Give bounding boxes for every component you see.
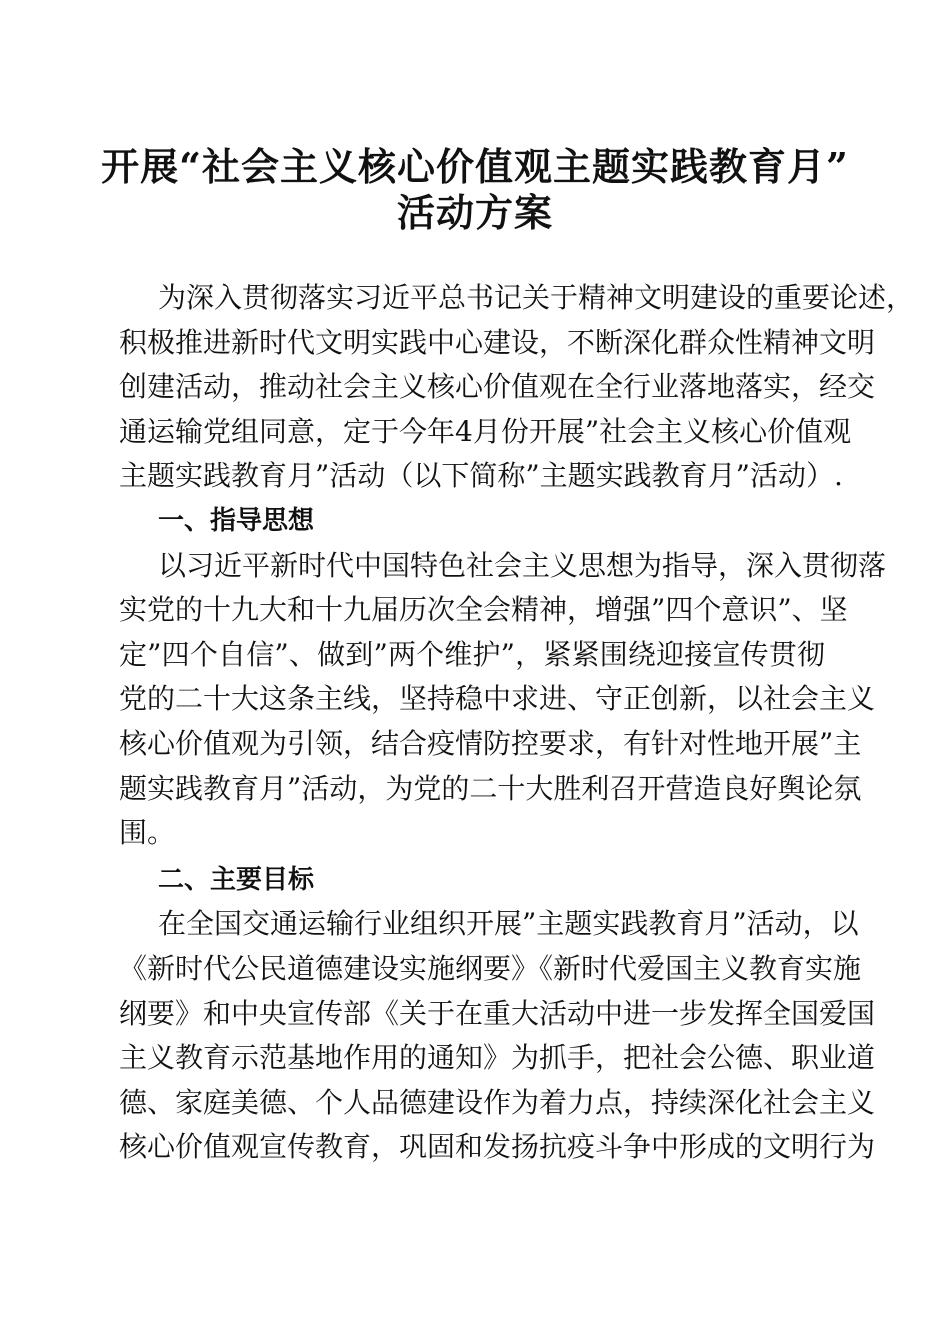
text-line: 以习近平新时代中国特色社会主义思想为指导，深入贯彻落 [158, 548, 887, 582]
text-line: 核心价值观为引领，结合疫情防控要求，有针对性地开展”主 [119, 726, 862, 760]
intro-paragraph [119, 276, 915, 499]
text-line: 党的二十大这条主线，坚持稳中求进、守正创新，以社会主义 [119, 682, 876, 716]
text-line: 定”四个自信”、做到”两个维护”，紧紧围绕迎接宣传贯彻 [119, 637, 825, 671]
text-line: 主义教育示范基地作用的通知》为抓手，把社会公德、职业道 [119, 1041, 876, 1075]
section-2-paragraph [119, 902, 876, 1170]
text-line: 核心价值观宣传教育，巩固和发扬抗疫斗争中形成的文明行为 [119, 1130, 876, 1164]
text-line: 题实践教育月”活动，为党的二十大胜利召开营造良好舆论氛 [119, 771, 862, 805]
text-line: 为深入贯彻落实习近平总书记关于精神文明建设的重要论述， [158, 281, 915, 314]
document-title-line-2: 活动方案 [396, 190, 553, 235]
document-title-line-1: 开展“社会主义核心价值观主题实践教育月” [101, 144, 849, 189]
section-1-paragraph [119, 544, 887, 856]
section-heading-guiding-ideology: 一、指导思想 [158, 505, 315, 536]
text-line: 在全国交通运输行业组织开展”主题实践教育月”活动，以 [158, 907, 859, 941]
section-heading-main-goals: 二、主要目标 [158, 864, 315, 895]
text-line: 《新时代公民道德建设实施纲要》《新时代爱国主义教育实施 [119, 951, 862, 985]
text-line: 德、家庭美德、个人品德建设作为着力点，持续深化社会主义 [119, 1085, 876, 1119]
text-line: 积极推进新时代文明实践中心建设，不断深化群众性精神文明 [119, 325, 876, 359]
text-line: 主题实践教育月”活动（以下简称”主题实践教育月”活动）. [119, 459, 843, 493]
text-line: 实党的十九大和十九届历次全会精神，增强”四个意识”、坚 [119, 593, 848, 627]
document-body [119, 276, 915, 1170]
text-line: 通运输党组同意，定于今年4月份开展”社会主义核心价值观 [119, 414, 852, 448]
text-line: 创建活动，推动社会主义核心价值观在全行业落地落实，经交 [119, 370, 876, 404]
text-line: 纲要》和中央宣传部《关于在重大活动中进一步发挥全国爱国 [119, 996, 876, 1030]
text-line: 围。 [119, 816, 176, 850]
